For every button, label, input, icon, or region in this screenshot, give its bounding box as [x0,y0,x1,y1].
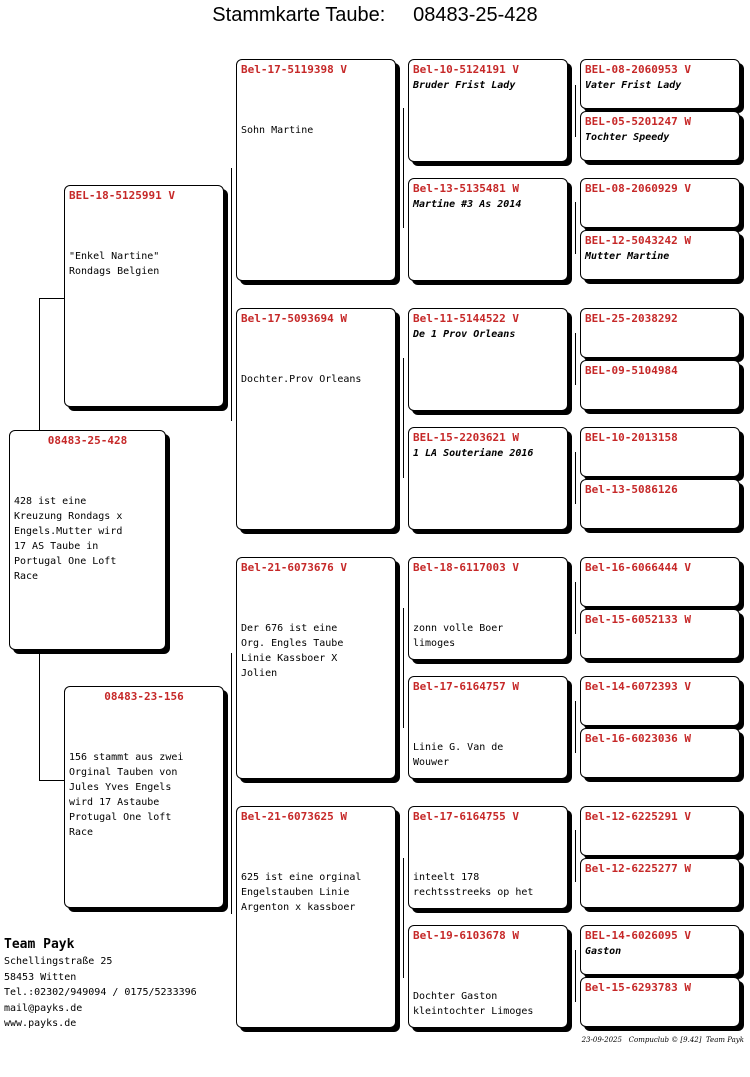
ancestor-card[interactable] [580,806,740,856]
description: 428 ist eine Kreuzung Rondags x Engels.Mutter wird 17 AS Taube in Portugal One Loft Race [14,496,123,582]
grandparent-card[interactable] [236,806,396,1028]
great-grandparent-card[interactable] [408,806,568,909]
connector-line [39,780,65,781]
connector-line [403,608,404,728]
page-title: Stammkarte Taube: 08483-25-428 [212,4,538,26]
ring-number: BEL-15-2203621 W [413,431,519,444]
ancestor-card[interactable] [580,858,740,908]
breeder-name: Team Payk [4,937,75,952]
ring-number: Bel-18-6117003 V [413,561,519,574]
ring-number: Bel-16-6066444 V [585,561,691,574]
ring-number: BEL-08-2060929 V [585,182,691,195]
mother-card[interactable] [64,686,224,908]
connector-line [39,298,65,299]
connector-line [575,950,576,1002]
ring-number: Bel-21-6073625 W [241,810,347,823]
ring-number: BEL-09-5104984 [585,364,678,377]
connector-line [575,701,576,753]
connector-line [575,333,576,385]
note: Bruder Frist Lady [413,80,516,91]
connector-line [231,653,232,914]
note: Mutter Martine [585,251,670,262]
ancestor-card[interactable] [580,609,740,659]
ancestor-card[interactable] [580,728,740,778]
connector-line [39,653,40,781]
ring-number: BEL-08-2060953 V [585,63,691,76]
ring-number: Bel-15-6052133 W [585,613,691,626]
father-card[interactable] [64,185,224,407]
great-grandparent-card[interactable] [408,557,568,660]
ring-number: Bel-12-6225277 W [585,862,691,875]
description: Der 676 ist eine Org. Engles Taube Linie Kassboer X Jolien [241,623,344,679]
ancestor-card[interactable] [580,59,740,109]
ancestor-card[interactable] [580,977,740,1027]
connector-line [575,85,576,137]
description: "Enkel Nartine" Rondags Belgien [69,251,160,277]
ring-number: Bel-11-5144522 V [413,312,519,325]
description: zonn volle Boer limoges [413,623,504,649]
ring-number: Bel-16-6023036 W [585,732,691,745]
note: Martine #3 As 2014 [413,199,522,210]
ring-number: BEL-12-5043242 W [585,234,691,247]
breeder-contact [4,936,197,1032]
connector-line [575,582,576,634]
ancestor-card[interactable] [580,360,740,410]
description: Dochter Gaston kleintochter Limoges [413,991,534,1017]
ring-number: Bel-17-6164755 V [413,810,519,823]
connector-line [231,168,232,421]
ancestor-card[interactable] [580,557,740,607]
connector-line [403,858,404,978]
great-grandparent-card[interactable] [408,178,568,281]
connector-line [575,830,576,882]
connector-line [575,452,576,504]
description: Linie G. Van de Wouwer [413,742,504,768]
website-address[interactable]: www.payks.de [4,1018,77,1029]
ring-number: BEL-05-5201247 W [585,115,691,128]
city-address: 58453 Witten [4,971,77,983]
ring-number: Bel-12-6225291 V [585,810,691,823]
ring-number: Bel-14-6072393 V [585,680,691,693]
description: 625 ist eine orginal Engelstauben Linie Argenton x kassboer [241,872,362,913]
ring-number: Bel-15-6293783 W [585,981,691,994]
grandparent-card[interactable] [236,59,396,281]
ring-number: Bel-21-6073676 V [241,561,347,574]
ring-number: Bel-17-5093694 W [241,312,347,325]
description: 156 stammt aus zwei Orginal Tauben von Jules Yves Engels wird 17 Astaube Protugal One loft Race [69,752,184,838]
ring-number: BEL-18-5125991 V [69,189,175,202]
note: 1 LA Souteriane 2016 [413,448,534,459]
ancestor-card[interactable] [580,308,740,358]
ring-number: Bel-17-6164757 W [413,680,519,693]
email-address[interactable]: mail@payks.de [4,1002,83,1014]
ancestor-card[interactable] [580,230,740,280]
note: Tochter Speedy [585,132,670,143]
print-info: 23-09-2025 Compuclub © [9.42] Team Payk [581,1036,744,1044]
great-grandparent-card[interactable] [408,427,568,530]
ancestor-card[interactable] [580,178,740,228]
grandparent-card[interactable] [236,557,396,779]
great-grandparent-card[interactable] [408,925,568,1028]
great-grandparent-card[interactable] [408,59,568,162]
street-address: Schellingstraße 25 [4,956,113,967]
grandparent-card[interactable] [236,308,396,530]
description: Dochter.Prov Orleans [241,374,362,385]
ancestor-card[interactable] [580,427,740,477]
description: Sohn Martine [241,125,314,136]
ring-number: Bel-10-5124191 V [413,63,519,76]
connector-line [575,202,576,254]
ancestor-card[interactable] [580,925,740,975]
ring-number: 08483-23-156 [104,690,184,703]
note: De 1 Prov Orleans [413,329,516,340]
ring-number: Bel-17-5119398 V [241,63,347,76]
ring-number: Bel-19-6103678 W [413,929,519,942]
description: inteelt 178 rechtsstreeks op het [413,872,534,898]
ring-number: Bel-13-5086126 [585,483,678,496]
ancestor-card[interactable] [580,479,740,529]
great-grandparent-card[interactable] [408,308,568,411]
ancestor-card[interactable] [580,676,740,726]
connector-line [403,108,404,228]
ring-number: BEL-10-2013158 [585,431,678,444]
connector-line [39,298,40,431]
ancestor-card[interactable] [580,111,740,161]
ring-number: 08483-25-428 [47,434,128,447]
phone-number: Tel.:02302/949094 / 0175/5233396 [4,987,197,998]
ring-number: Bel-13-5135481 W [413,182,519,195]
ring-number: BEL-25-2038292 [585,312,678,325]
note: Gaston [585,946,622,957]
ring-number: BEL-14-6026095 V [585,929,691,942]
connector-line [403,358,404,478]
subject-card[interactable] [9,430,166,650]
note: Vater Frist Lady [585,80,682,91]
great-grandparent-card[interactable] [408,676,568,779]
